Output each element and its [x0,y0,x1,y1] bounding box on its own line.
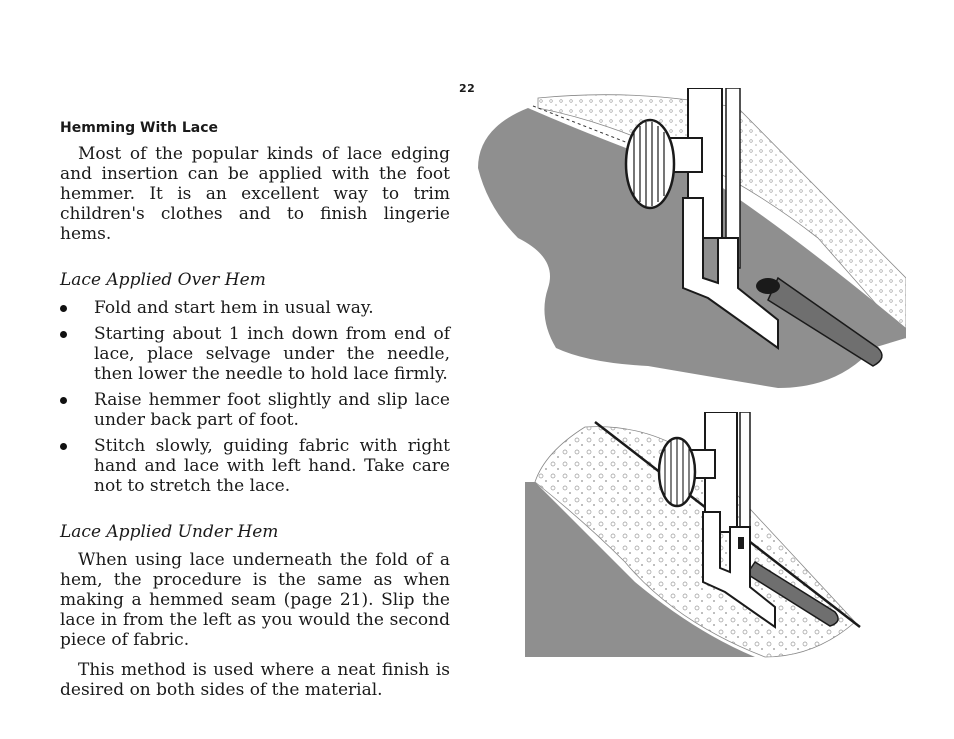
over-hem-step: Stitch slowly, guiding fabric with right hand and lace with left hand. Take care not to stretch the lace. [60,436,450,496]
bullet-icon [60,305,67,312]
intro-paragraph: Most of the popular kinds of lace edging and insertion can be applied with the foot hemmer. It is an excellent way to trim children's clothes and to finish lingerie hems. [60,144,450,244]
over-hem-step: Fold and start hem in usual way. [60,298,450,318]
over-hem-title: Lace Applied Over Hem [60,270,266,290]
text-column [60,120,450,700]
under-hem-title: Lace Applied Under Hem [60,522,279,542]
under-hem-paragraph: This method is used where a neat finish is desired on both sides of the material. [60,660,450,700]
over-hem-illustration [478,88,906,398]
page-number: 22 [459,82,476,95]
over-hem-step: Raise hemmer foot slightly and slip lace under back part of foot. [60,390,450,430]
under-hem-paragraph: When using lace underneath the fold of a hem, the procedure is the same as when making a hemmed seam (page 21). Slip the lace in from the left as you would the second piece of fabric. [60,550,450,650]
section-heading: Hemming With Lace [60,120,218,136]
thumb-screw-icon [626,120,674,208]
under-hem-illustration [525,412,865,662]
bullet-icon [60,443,67,450]
bullet-icon [60,397,67,404]
over-hem-step: Starting about 1 inch down from end of lace, place selvage under the needle, then lower the needle to hold lace firmly. [60,324,450,384]
bullet-icon [60,331,67,338]
